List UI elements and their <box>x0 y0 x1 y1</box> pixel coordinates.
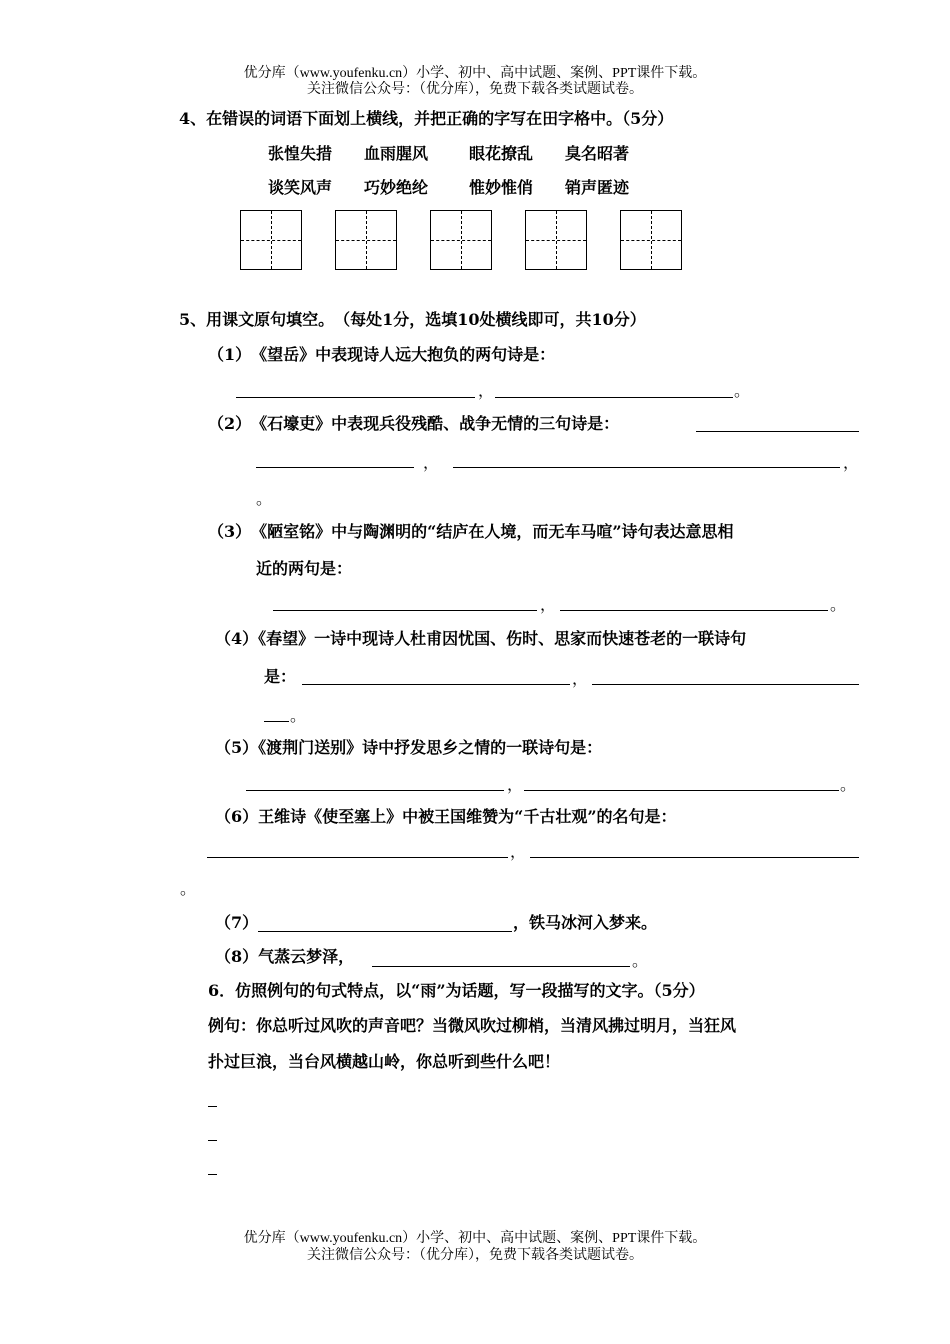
comma: ， <box>572 669 589 688</box>
q5-item-2: （2） 《石壕吏》中表现兵役残酷、战争无情的三句诗是： <box>208 414 620 433</box>
answer-blank[interactable] <box>696 431 859 432</box>
comma: ， <box>843 453 860 472</box>
answer-blank[interactable] <box>372 966 630 967</box>
q4-word: 惟妙惟俏 <box>469 178 534 197</box>
q5-item-5: （5）《渡荆门送别》诗中抒发思乡之情的一联诗句是： <box>215 738 603 757</box>
answer-blank[interactable] <box>256 467 414 468</box>
tianzige-box[interactable] <box>240 210 302 270</box>
answer-blank[interactable] <box>560 610 828 611</box>
tianzige-box[interactable] <box>620 210 682 270</box>
q4-word: 销声匿迹 <box>565 178 630 197</box>
q5-item-1: （1） 《望岳》中表现诗人远大抱负的两句诗是： <box>208 345 556 364</box>
q5-item-4-cont: 是： <box>264 667 297 686</box>
comma: ， <box>478 381 495 400</box>
q5-item-6: （6）王维诗《使至塞上》中被王国维赞为“千古壮观”的名句是： <box>215 807 677 826</box>
q4-word: 张惶失措 <box>268 144 333 163</box>
period: 。 <box>840 775 857 794</box>
comma: ， <box>423 453 440 472</box>
tianzige-box[interactable] <box>430 210 492 270</box>
period: 。 <box>290 706 307 725</box>
period: 。 <box>180 879 197 898</box>
answer-blank[interactable] <box>495 397 733 398</box>
tianzige-box[interactable] <box>335 210 397 270</box>
q4-title: 4、在错误的词语下面划上横线，并把正确的字写在田字格中。（5分） <box>179 109 674 128</box>
answer-line[interactable] <box>208 1140 217 1141</box>
q6-example: 例句：你总听过风吹的声音吧？当微风吹过柳梢，当清风拂过明月，当狂风 <box>208 1016 737 1035</box>
q5-title: 5、用课文原句填空。 （每处1分，选填10处横线即可，共10分） <box>179 310 646 329</box>
q4-word: 谈笑风声 <box>268 178 333 197</box>
answer-blank[interactable] <box>524 790 839 791</box>
period: 。 <box>632 951 649 970</box>
q4-word: 眼花撩乱 <box>469 144 534 163</box>
comma: ， <box>507 775 524 794</box>
q5-item-7-prefix: （7） <box>215 913 259 932</box>
answer-blank[interactable] <box>236 397 475 398</box>
answer-blank[interactable] <box>246 790 504 791</box>
answer-blank[interactable] <box>530 857 859 858</box>
q5-item-4: （4）《春望》一诗中现诗人杜甫因忧国、伤时、思家而快速苍老的一联诗句 <box>215 629 747 648</box>
comma: ， <box>540 595 557 614</box>
answer-blank[interactable] <box>273 610 537 611</box>
answer-blank[interactable] <box>302 684 570 685</box>
q4-word: 臭名昭著 <box>565 144 630 163</box>
page-header-line2: 关注微信公众号：（优分库），免费下载各类试题试卷。 <box>307 82 643 97</box>
q6-title: 6．仿照例句的句式特点，以“雨”为话题，写一段描写的文字。（5分） <box>208 981 705 1000</box>
page-footer-line1: 优分库（www.youfenku.cn）小学、初中、高中试题、案例、PPT课件下载。 <box>243 1231 707 1246</box>
page-header-line1: 优分库（www.youfenku.cn）小学、初中、高中试题、案例、PPT课件下载。 <box>243 66 707 81</box>
answer-line[interactable] <box>208 1106 217 1107</box>
page-footer-line2: 关注微信公众号：（优分库），免费下载各类试题试卷。 <box>307 1248 643 1263</box>
answer-blank[interactable] <box>592 684 859 685</box>
answer-blank[interactable] <box>258 931 512 932</box>
period: 。 <box>256 489 273 508</box>
q5-item-3: （3） 《陋室铭》中与陶渊明的“结庐在人境，而无车马喧”诗句表达意思相 <box>208 522 734 541</box>
q5-item-8-prefix: （8）气蒸云梦泽， <box>215 947 355 966</box>
q6-example-cont: 扑过巨浪，当台风横越山岭，你总听到些什么吧！ <box>208 1052 561 1071</box>
period: 。 <box>830 595 847 614</box>
q5-item-7-suffix: ，铁马冰河入梦来。 <box>513 913 658 932</box>
answer-blank[interactable] <box>453 467 840 468</box>
answer-line[interactable] <box>208 1174 217 1175</box>
period: 。 <box>734 381 751 400</box>
q4-word: 血雨腥风 <box>364 144 429 163</box>
answer-blank[interactable] <box>207 857 508 858</box>
q4-word: 巧妙绝纶 <box>364 178 429 197</box>
comma: ， <box>510 842 527 861</box>
tianzige-box[interactable] <box>525 210 587 270</box>
q5-item-3-cont: 近的两句是： <box>256 559 353 578</box>
answer-blank[interactable] <box>264 721 289 722</box>
